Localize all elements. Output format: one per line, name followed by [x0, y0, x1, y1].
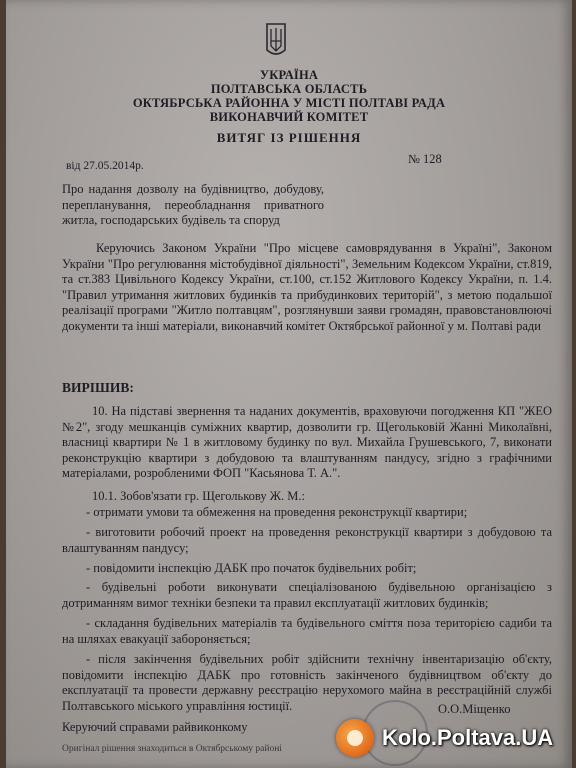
obligation-item: - повідомити інспекцію ДАБК про початок будівельних робіт; [86, 561, 417, 575]
item-10-text: 10. На підставі звернення та наданих документів, враховуючи погодження КП "ЖЕО №2", згоду мешканців суміжних квартир, дозволити гр. Щегольковій Жанні Миколаївні, власниці квартири № 1 в житловому будинку по вул. Михайла Грушевського, 7, виконати реконструкцію квартири з добудовою та влаштуванням пандусу, згідно з графічними матеріалами, розробленими ФОП "Касьянова Т. А.". [62, 404, 552, 480]
preamble-text: Керуючись Законом України "Про місцеве самоврядування в Україні", Законом України "Про регулювання містобудівної діяльності", Земельним Кодексом України, ст.819, та ст.383 Цивільного Кодексу України, ст.100, ст.152 Житлового Кодексу України, п. 1.4. "Правил утримання житлових будинків та прибудинкових територій", з метою подальшої реалізації програми "Житло полтавцям", розглянувши заяви громадян, правовстановлюючі документи та інші матеріали, виконавчий комітет Октябрської районної у м. Полтаві ради [62, 241, 552, 333]
header-region: ПОЛТАВСЬКА ОБЛАСТЬ [210, 82, 368, 96]
header-country: УКРАЇНА [259, 68, 319, 82]
header-council: ОКТЯБРСЬКА РАЙОННА У МІСТІ ПОЛТАВІ РАДА [132, 96, 446, 110]
decision-subject: Про надання дозволу на будівництво, добудову, перепланування, переобладнання приватного житла, господарських будівель та споруд [62, 182, 324, 227]
kolo-logo-icon [336, 719, 374, 757]
header-committee: ВИКОНАВЧИЙ КОМІТЕТ [209, 110, 369, 124]
document-title: ВИТЯГ ІЗ РІШЕННЯ [216, 130, 362, 145]
obligation-item: - складання будівельних матеріалів та будівельного сміття поза територією садиби та на шляхах евакуації забороняється; [62, 616, 552, 646]
trident-emblem-icon [264, 20, 288, 60]
obligation-item: - після закінчення будівельних робіт здійснити технічну інвентаризацію об'єкту, повідомити інспекцію ДАБК про готовність закінченого будівництвом об'єкту до експлуатації та провести державну реєстрацію нерухомого майна в реєстраційній службі Полтавського міського управління юстиції. [62, 652, 552, 713]
watermark-logo [336, 714, 572, 762]
signature-role: Керуючий справами райвиконкому [62, 720, 248, 734]
decision-number: № 128 [408, 152, 442, 166]
obligation-item: - будівельні роботи виконувати спеціалізованою будівельною організацією з дотриманням вимог техніки безпеки та правил експлуатації житлових будинків; [62, 580, 552, 610]
resolved-heading: ВИРІШИВ: [62, 380, 134, 395]
obligation-item: - отримати умови та обмеження на проведення реконструкції квартири; [86, 505, 468, 519]
signature-name: О.О.Міщенко [438, 702, 511, 716]
document-page [6, 0, 572, 768]
obligation-item: - виготовити робочий проект на проведення реконструкції квартири з добудовою та влаштуванням пандусу; [62, 525, 552, 555]
decision-date: від 27.05.2014р. [66, 160, 144, 172]
watermark-text: Kolo.Poltava.UA [382, 725, 554, 750]
footer-note: Оригінал рішення знаходиться в Октябрському районі [62, 744, 282, 754]
item-10-1-text: 10.1. Зобов'язати гр. Щеголькову Ж. М.: [92, 489, 305, 503]
